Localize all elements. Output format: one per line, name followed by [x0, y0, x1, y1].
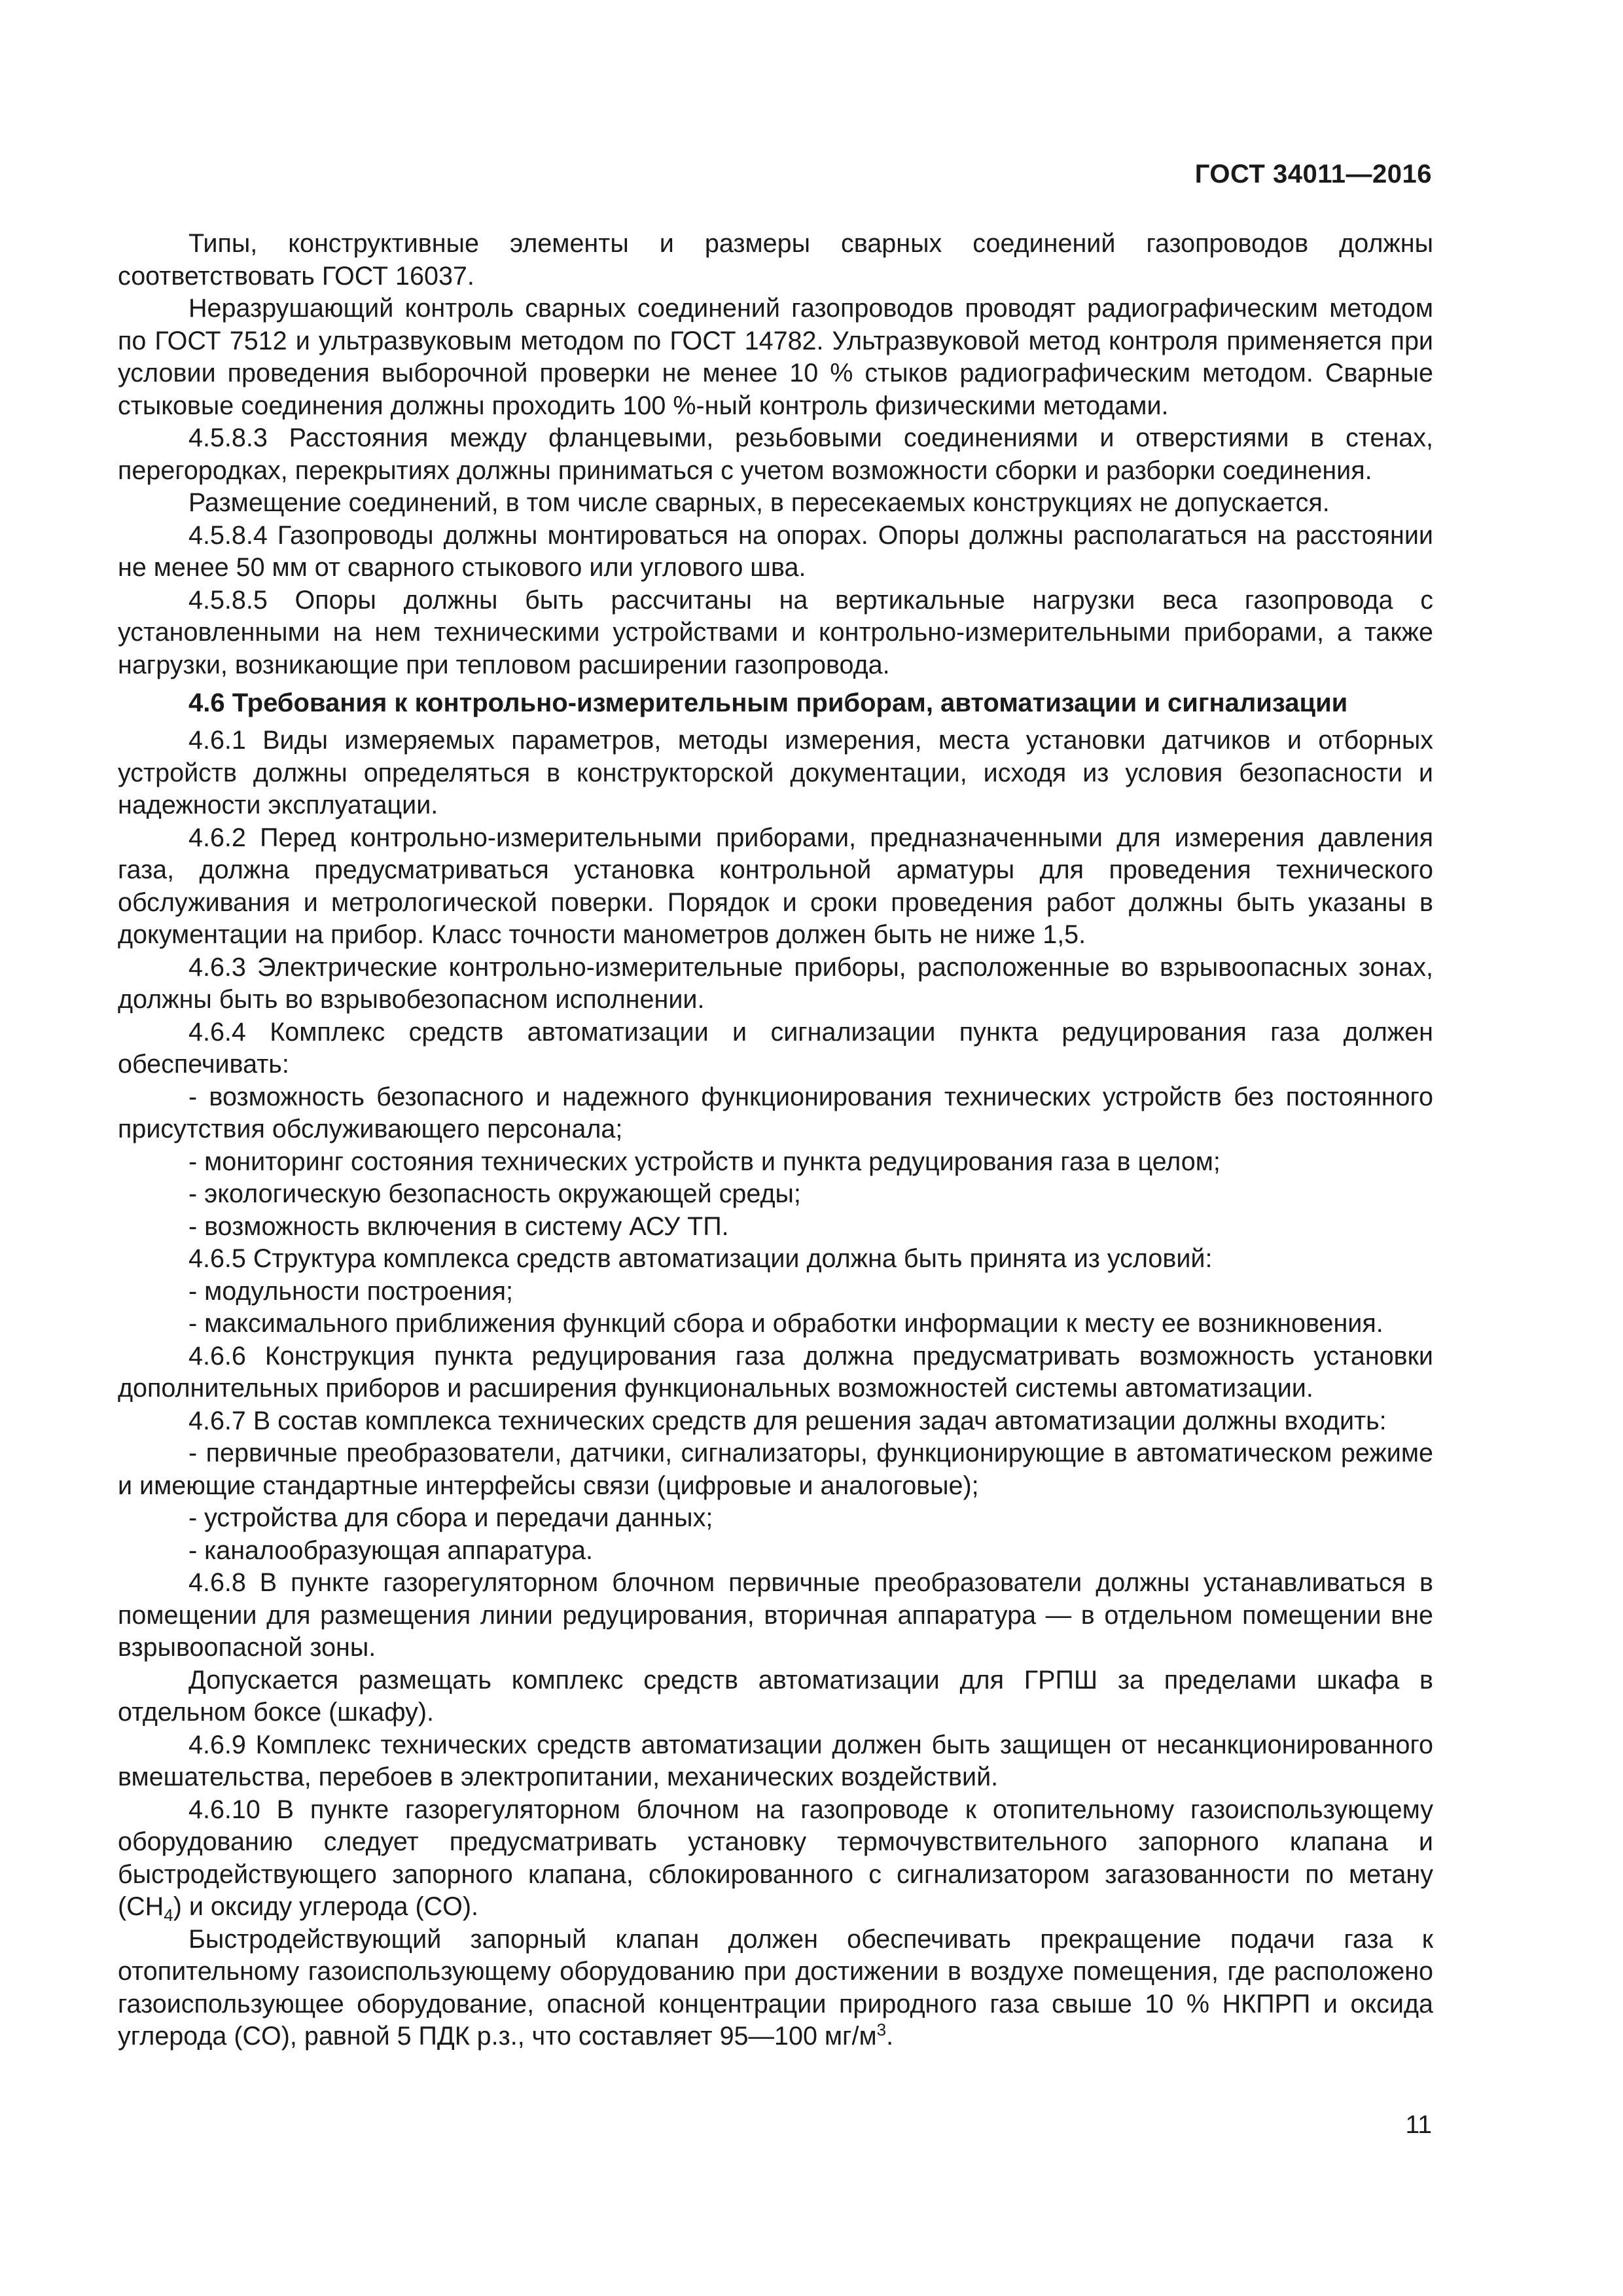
- paragraph: 4.6.1 Виды измеряемых параметров, методы измерения, места установки датчиков и отборных устройств должны определяться в конструкторской документации, исходя из условия безопасности и надежности эксплуатации.: [118, 726, 1433, 819]
- paragraph: 4.5.8.3 Расстояния между фланцевыми, резьбовыми соединениями и отверстиями в стенах, перегородках, перекрытиях должны приниматься с учетом возможности сборки и разборки соединения.: [118, 423, 1433, 485]
- paragraph: 4.6.3 Электрические контрольно-измерительные приборы, расположенные во взрывоопасных зонах, должны быть во взрывобезопасном исполнении.: [118, 952, 1433, 1014]
- list-item: - возможность включения в систему АСУ ТП.: [188, 1211, 729, 1241]
- document-body: [118, 228, 1433, 2053]
- list-item: - первичные преобразователи, датчики, сигнализаторы, функционирующие в автоматическом режиме и имеющие стандартные интерфейсы связи (цифровые и аналоговые);: [118, 1439, 1433, 1500]
- document-code-header: ГОСТ 34011—2016: [1194, 160, 1432, 188]
- list-item: - мониторинг состояния технических устройств и пункта редуцирования газа в целом;: [188, 1147, 1221, 1176]
- paragraph: 4.6.4 Комплекс средств автоматизации и сигнализации пункта редуцирования газа должен обеспечивать:: [118, 1017, 1433, 1079]
- paragraph-text: 4.6.10 В пункте газорегуляторном блочном на газопроводе к отопительному газоиспользующему оборудованию следует предусматривать установку термочувствительного запорного клапана и быстродействующего запорного клапана, сблокированного с сигнализатором загазованности по метану (CH: [118, 1795, 1433, 1921]
- paragraph: [118, 1794, 1433, 1924]
- subscript: 4: [164, 1905, 173, 1925]
- paragraph: Допускается размещать комплекс средств автоматизации для ГРПШ за пределами шкафа в отдельном боксе (шкафу).: [118, 1665, 1433, 1727]
- list-item: - модульности построения;: [188, 1276, 513, 1306]
- paragraph: Неразрушающий контроль сварных соединений газопроводов проводят радиографическим методом по ГОСТ 7512 и ультразвуковым методом по ГОСТ 14782. Ультразвуковой метод контроля применяется при условии проведения выборочной проверки не менее 10 % стыков радиографическим методом. Сварные стыковые соединения должны проходить 100 %-ный контроль физическими методами.: [118, 294, 1433, 420]
- paragraph-text: .: [886, 2022, 894, 2051]
- list-item: - возможность безопасного и надежного функционирования технических устройств без постоянного присутствия обслуживающего персонала;: [118, 1082, 1433, 1143]
- paragraph: 4.6.7 В состав комплекса технических средств для решения задач автоматизации должны входить:: [188, 1406, 1387, 1435]
- paragraph: 4.6.8 В пункте газорегуляторном блочном первичные преобразователи должны устанавливаться в помещении для размещения линии редуцирования, вторичная аппаратура — в отдельном помещении вне взрывоопасной зоны.: [118, 1568, 1433, 1662]
- paragraph: 4.6.2 Перед контрольно-измерительными приборами, предназначенными для измерения давления газа, должна предусматриваться установка контрольной арматуры для проведения технического обслуживания и метрологической поверки. Порядок и сроки проведения работ должны быть указаны в документации на прибор. Класс точности манометров должен быть не ниже 1,5.: [118, 823, 1433, 949]
- section-heading: 4.6 Требования к контрольно-измерительным приборам, автоматизации и сигнализации: [188, 689, 1348, 717]
- page-number: 11: [1405, 2111, 1432, 2139]
- list-item: - устройства для сбора и передачи данных;: [188, 1503, 713, 1532]
- paragraph: [118, 1924, 1433, 2053]
- paragraph: 4.6.5 Структура комплекса средств автоматизации должна быть принята из условий:: [188, 1244, 1213, 1273]
- paragraph: 4.5.8.4 Газопроводы должны монтироваться на опорах. Опоры должны располагаться на расстоянии не менее 50 мм от сварного стыкового или углового шва.: [118, 520, 1433, 582]
- paragraph: 4.5.8.5 Опоры должны быть рассчитаны на вертикальные нагрузки веса газопровода с установленными на нем техническими устройствами и контрольно-измерительными приборами, а также нагрузки, возникающие при тепловом расширении газопровода.: [118, 585, 1433, 679]
- paragraph-text: ) и оксиду углерода (CO).: [173, 1892, 479, 1921]
- superscript: 3: [876, 2019, 887, 2039]
- list-item: - каналообразующая аппаратура.: [188, 1535, 593, 1565]
- list-item: - экологическую безопасность окружающей среды;: [188, 1179, 801, 1208]
- paragraph: Типы, конструктивные элементы и размеры сварных соединений газопроводов должны соответствовать ГОСТ 16037.: [118, 229, 1433, 291]
- paragraph: 4.6.9 Комплекс технических средств автоматизации должен быть защищен от несанкционированного вмешательства, перебоев в электропитании, механических воздействий.: [118, 1730, 1433, 1791]
- paragraph: 4.6.6 Конструкция пункта редуцирования газа должна предусматривать возможность установки дополнительных приборов и расширения функциональных возможностей системы автоматизации.: [118, 1341, 1433, 1403]
- paragraph-text: Быстродействующий запорный клапан должен обеспечивать прекращение подачи газа к отопительному газоиспользующему оборудованию при достижении в воздухе помещения, где расположено газоиспользующее оборудование, опасной концентрации природного газа свыше 10 % НКПРП и оксида углерода (CO), равной 5 ПДК р.з., что составляет 95—100 мг/м: [118, 1924, 1433, 2051]
- paragraph: Размещение соединений, в том числе сварных, в пересекаемых конструкциях не допускается.: [188, 488, 1330, 517]
- list-item: - максимального приближения функций сбора и обработки информации к месту ее возникновения.: [188, 1309, 1383, 1338]
